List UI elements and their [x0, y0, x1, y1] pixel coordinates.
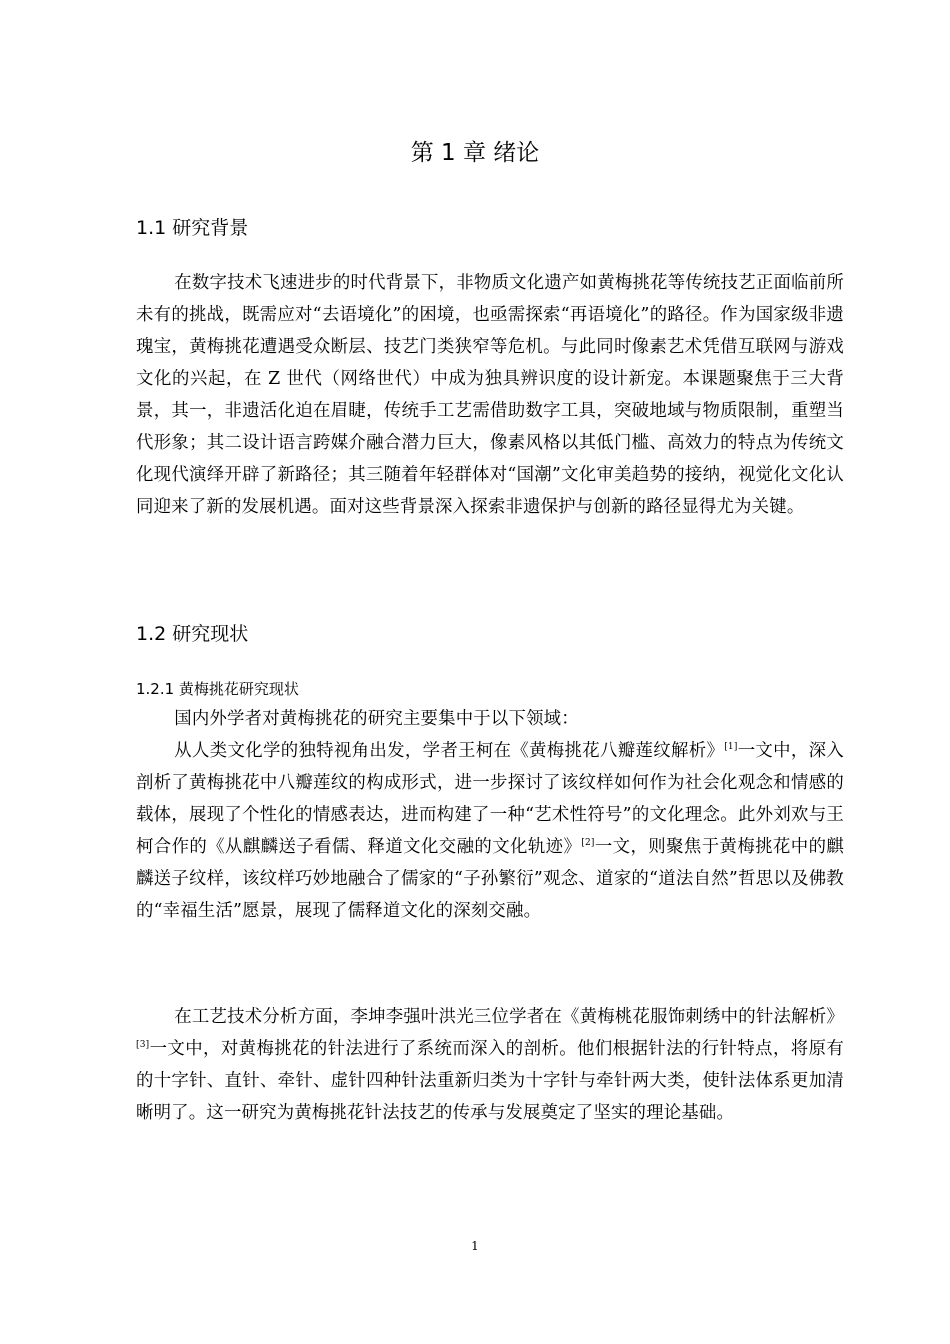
- citation-ref-3: [3]: [136, 1040, 150, 1050]
- paragraph-text: 在工艺技术分析方面，李坤李强叶洪光三位学者在《黄梅桃花服饰刺绣中的针法解析》: [174, 1007, 844, 1027]
- background-paragraph: 在数字技术飞速进步的时代背景下，非物质文化遗产如黄梅挑花等传统技艺正面临前所未有的挑战，既需应对“去语境化”的困境，也亟需探索“再语境化”的路径。作为国家级非遗瑰宝，黄梅挑花遭遇受众断层、技艺门类狭窄等危机。与此同时像素艺术凭借互联网与游戏文化的兴起，在 Z 世代（网络世代）中成为独具辨识度的设计新宠。本课题聚焦于三大背景，其一，非遗活化迫在眉睫，传统手工艺需借助数字工具，突破地域与物质限制，重塑当代形象；其二设计语言跨媒介融合潜力巨大，像素风格以其低门槛、高效力的特点为传统文化现代演绎开辟了新路径；其三随着年轻群体对“国潮”文化审美趋势的接纳，视觉化文化认同迎来了新的发展机遇。面对这些背景深入探索非遗保护与创新的路径显得尤为关键。: [136, 273, 844, 517]
- paragraph-text: 一文中，深入剖析了黄梅挑花中八瓣莲纹的构成形式，进一步探讨了该纹样如何作为社会化观念和情感的载体，展现了个性化的情感表达，进而构建了一种“艺术性符号”的文化理念。此外刘欢与王柯合作的《从麒麟送子看儒、释道文化交融的文化轨迹》: [136, 741, 844, 857]
- section-heading-1-1: 1.1 研究背景: [136, 217, 249, 239]
- anthropology-paragraph: [136, 735, 844, 927]
- paragraph-text: 一文中，对黄梅挑花的针法进行了系统而深入的剖析。他们根据针法的行针特点，将原有的十字针、直针、牵针、虚针四种针法重新归类为十字针与牵针两大类，使针法体系更加清晰明了。这一研究为黄梅挑花针法技艺的传承与发展奠定了坚实的理论基础。: [136, 1039, 844, 1123]
- page-number: 1: [471, 1239, 479, 1253]
- section-heading-1-2: 1.2 研究现状: [136, 623, 249, 645]
- chapter-title: 第 1 章 绪论: [410, 140, 540, 166]
- technique-paragraph: [136, 1001, 844, 1129]
- subsection-heading-1-2-1: 1.2.1 黄梅挑花研究现状: [136, 680, 299, 698]
- paragraph-text: 一文，则聚焦于黄梅挑花中的麒麟送子纹样，该纹样巧妙地融合了儒家的“子孙繁衍”观念、道家的“道法自然”哲思以及佛教的“幸福生活”愿景，展现了儒释道文化的深刻交融。: [136, 837, 844, 921]
- citation-ref-1: [1]: [724, 742, 738, 752]
- intro-paragraph: 国内外学者对黄梅挑花的研究主要集中于以下领域：: [174, 709, 579, 729]
- paragraph-text: 从人类文化学的独特视角出发，学者王柯在《黄梅挑花八瓣莲纹解析》: [174, 741, 725, 761]
- citation-ref-2: [2]: [581, 838, 595, 848]
